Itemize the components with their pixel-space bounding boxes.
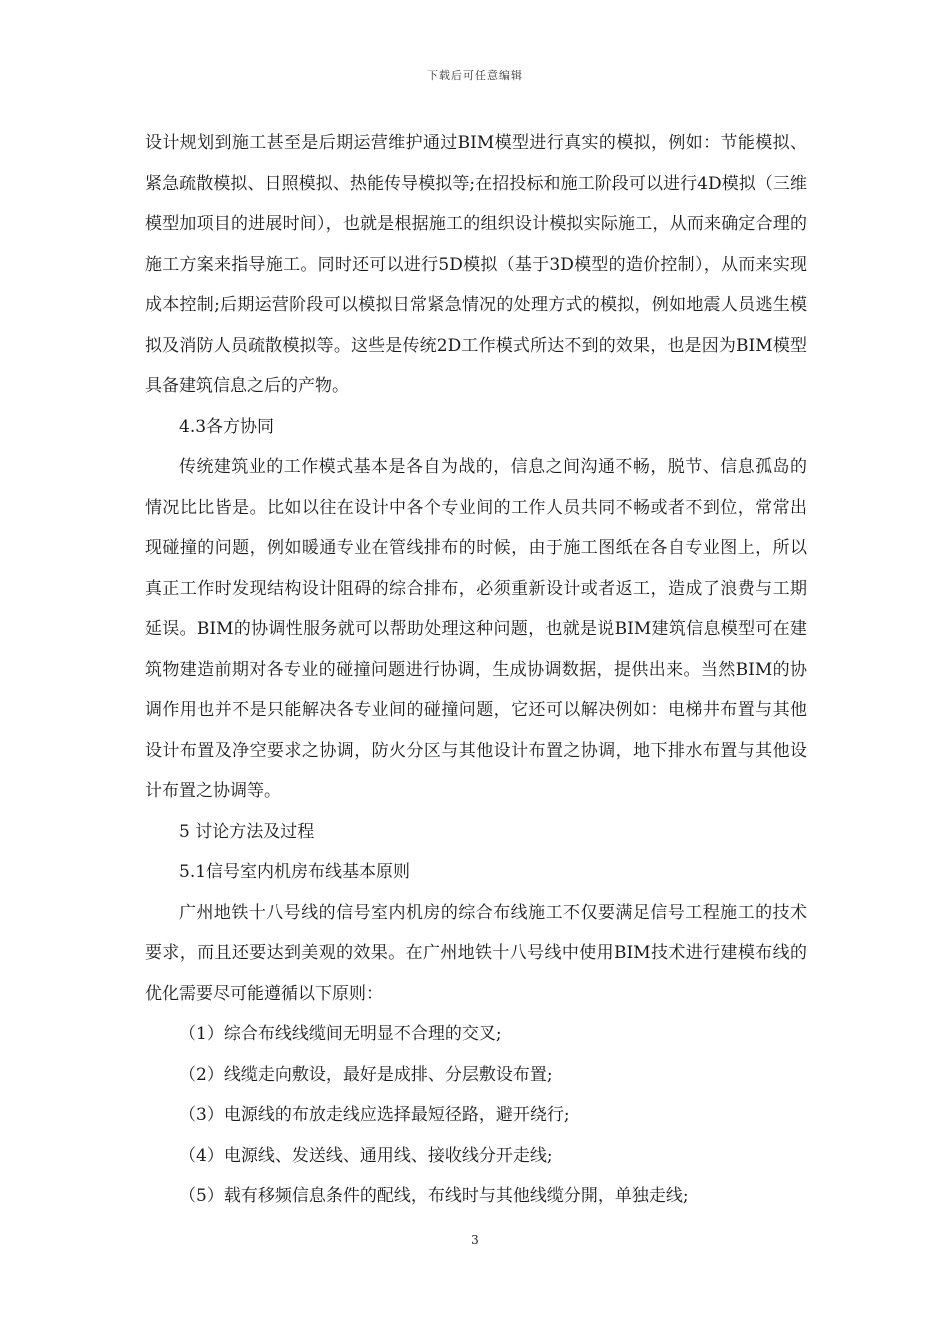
document-body [145,123,807,1217]
page-header: 下载后可任意编辑 [427,69,523,82]
section-heading-5: 5 讨论方法及过程 [179,821,315,842]
paragraph-collaboration: 传统建筑业的工作模式基本是各自为战的，信息之间沟通不畅，脱节、信息孤岛的情况比比皆是。比如以往在设计中各个专业间的工作人员共同不畅或者不到位，常常出现碰撞的问题，例如暖通专业在管线排布的时候，由于施工图纸在各自专业图上，所以真正工作时发现结构设计阻碍的综合排布，必须重新设计或者返工，造成了浪费与工期延误。BIM的协调性服务就可以帮助处理这种问题，也就是说BIM建筑信息模型可在建筑物建造前期对各专业的碰撞问题进行协调，生成协调数据，提供出来。当然BIM的协调作用也并不是只能解决各专业间的碰撞问题，它还可以解决例如：电梯井布置与其他设计布置及净空要求之协调，防火分区与其他设计布置之协调，地下排水布置与其他设计布置之协调等。 [145,457,807,801]
paragraph-simulation: 设计规划到施工甚至是后期运营维护通过BIM模型进行真实的模拟，例如：节能模拟、紧急疏散模拟、日照模拟、热能传导模拟等;在招投标和施工阶段可以进行4D模拟（三维模型加项目的进展时间），也就是根据施工的组织设计模拟实际施工，从而来确定合理的施工方案来指导施工。同时还可以进行5D模拟（基于3D模型的造价控制），从而来实现成本控制;后期运营阶段可以模拟日常紧急情况的处理方式的模拟，例如地震人员逃生模拟及消防人员疏散模拟等。这些是传统2D工作模式所达不到的效果，也是因为BIM模型具备建筑信息之后的产物。 [145,133,807,396]
paragraph-wiring-principles: 广州地铁十八号线的信号室内机房的综合布线施工不仅要满足信号工程施工的技术要求，而且还要达到美观的效果。在广州地铁十八号线中使用BIM技术进行建模布线的优化需要尽可能遵循以下原则： [145,902,807,1004]
principle-item-4: （4）电源线、发送线、通用线、接收线分开走线; [179,1145,553,1166]
section-heading-4-3: 4.3各方协同 [179,416,275,437]
section-heading-5-1: 5.1信号室内机房布线基本原则 [179,862,411,882]
principle-item-1: （1）综合布线线缆间无明显不合理的交叉; [179,1024,502,1044]
page-number: 3 [471,1233,479,1247]
principle-item-3: （3）电源线的布放走线应选择最短径路，避开绕行; [179,1105,570,1125]
principle-item-5: （5）载有移频信息条件的配线，布线时与其他线缆分開，单独走线; [179,1186,689,1206]
principle-item-2: （2）线缆走向敷设，最好是成排、分层敷设布置; [179,1064,553,1085]
